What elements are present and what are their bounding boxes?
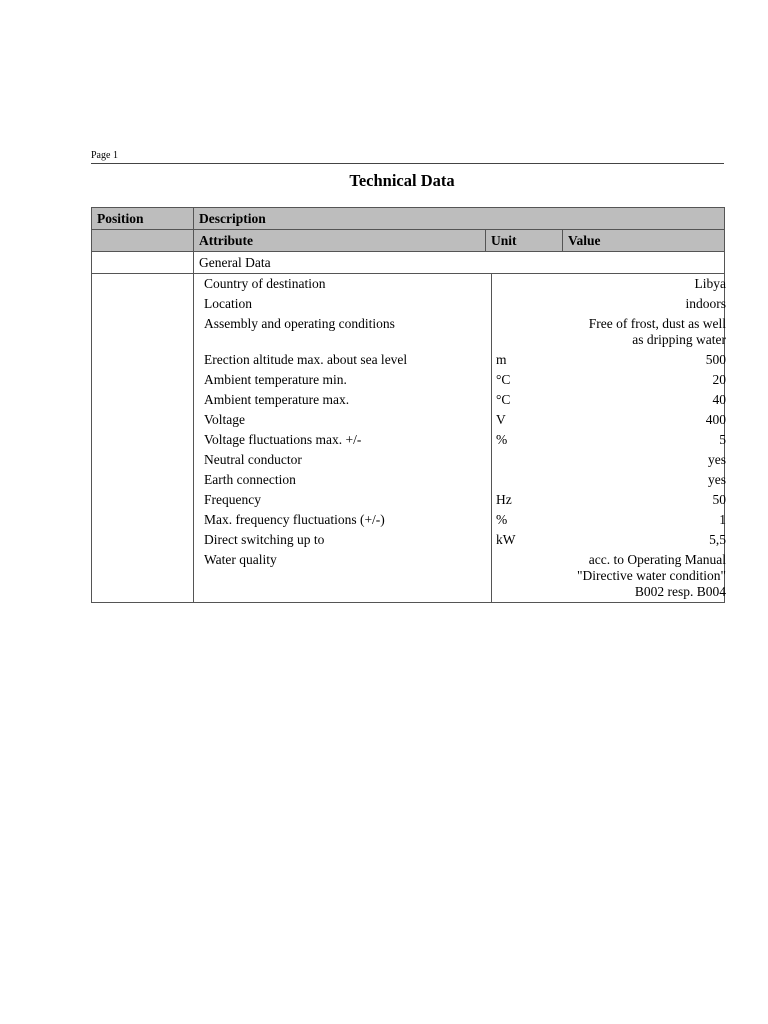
row-unit: V (491, 410, 568, 430)
data-position-blank (92, 274, 194, 603)
row-unit (491, 314, 568, 350)
row-value: indoors (685, 296, 726, 311)
data-block-row (92, 274, 725, 603)
header-attribute: Attribute (194, 230, 486, 252)
header-row-primary (92, 208, 725, 230)
page-number: Page 1 (91, 150, 118, 161)
row-unit (491, 550, 568, 602)
row-attribute: Location (204, 296, 252, 311)
row-value: yes (708, 472, 726, 487)
row-value: 20 (712, 372, 726, 387)
row-value: 5,5 (709, 532, 726, 547)
row-value: yes (708, 452, 726, 467)
row-attribute: Ambient temperature min. (204, 372, 347, 387)
row-unit: % (491, 510, 568, 530)
row-value: 5 (719, 432, 726, 447)
row-unit: Hz (491, 490, 568, 510)
row-attribute: Voltage fluctuations max. +/- (204, 432, 362, 447)
row-value: 400 (705, 412, 726, 427)
row-value: 500 (705, 352, 726, 367)
row-unit: % (491, 430, 568, 450)
row-unit: °C (491, 390, 568, 410)
header-position: Position (92, 208, 194, 230)
row-attribute: Max. frequency fluctuations (+/-) (204, 512, 385, 527)
row-attribute: Earth connection (204, 472, 296, 487)
section-position-blank (92, 252, 194, 274)
row-unit (491, 274, 568, 294)
technical-data-table (91, 207, 725, 603)
header-unit: Unit (486, 230, 563, 252)
row-value: Libya (694, 276, 726, 291)
row-value: acc. to Operating Manual "Directive water condition" B002 resp. B004 (577, 552, 726, 599)
row-attribute: Frequency (204, 492, 261, 507)
row-attribute: Water quality (204, 552, 277, 567)
row-attribute: Ambient temperature max. (204, 392, 350, 407)
row-attribute: Country of destination (204, 276, 326, 291)
header-position-blank (92, 230, 194, 252)
row-unit: °C (491, 370, 568, 390)
row-unit (491, 470, 568, 490)
header-row-secondary (92, 230, 725, 252)
row-attribute: Neutral conductor (204, 452, 302, 467)
row-value: 1 (719, 512, 726, 527)
row-attribute: Direct switching up to (204, 532, 325, 547)
row-value: Free of frost, dust as well as dripping water (588, 316, 726, 347)
row-attribute: Erection altitude max. about sea level (204, 352, 408, 367)
row-unit (491, 294, 568, 314)
row-value: 50 (712, 492, 726, 507)
header-value: Value (563, 230, 725, 252)
header-description: Description (194, 208, 725, 230)
row-unit: kW (491, 530, 568, 550)
data-rows-container (194, 274, 725, 603)
row-unit: m (491, 350, 568, 370)
row-value: 40 (712, 392, 726, 407)
data-rows-grid (199, 274, 726, 602)
row-attribute: Voltage (204, 412, 245, 427)
row-unit (491, 450, 568, 470)
document-title: Technical Data (349, 171, 455, 190)
row-attribute: Assembly and operating conditions (204, 316, 395, 331)
section-label: General Data (194, 252, 725, 274)
section-row (92, 252, 725, 274)
page-header (91, 149, 724, 164)
